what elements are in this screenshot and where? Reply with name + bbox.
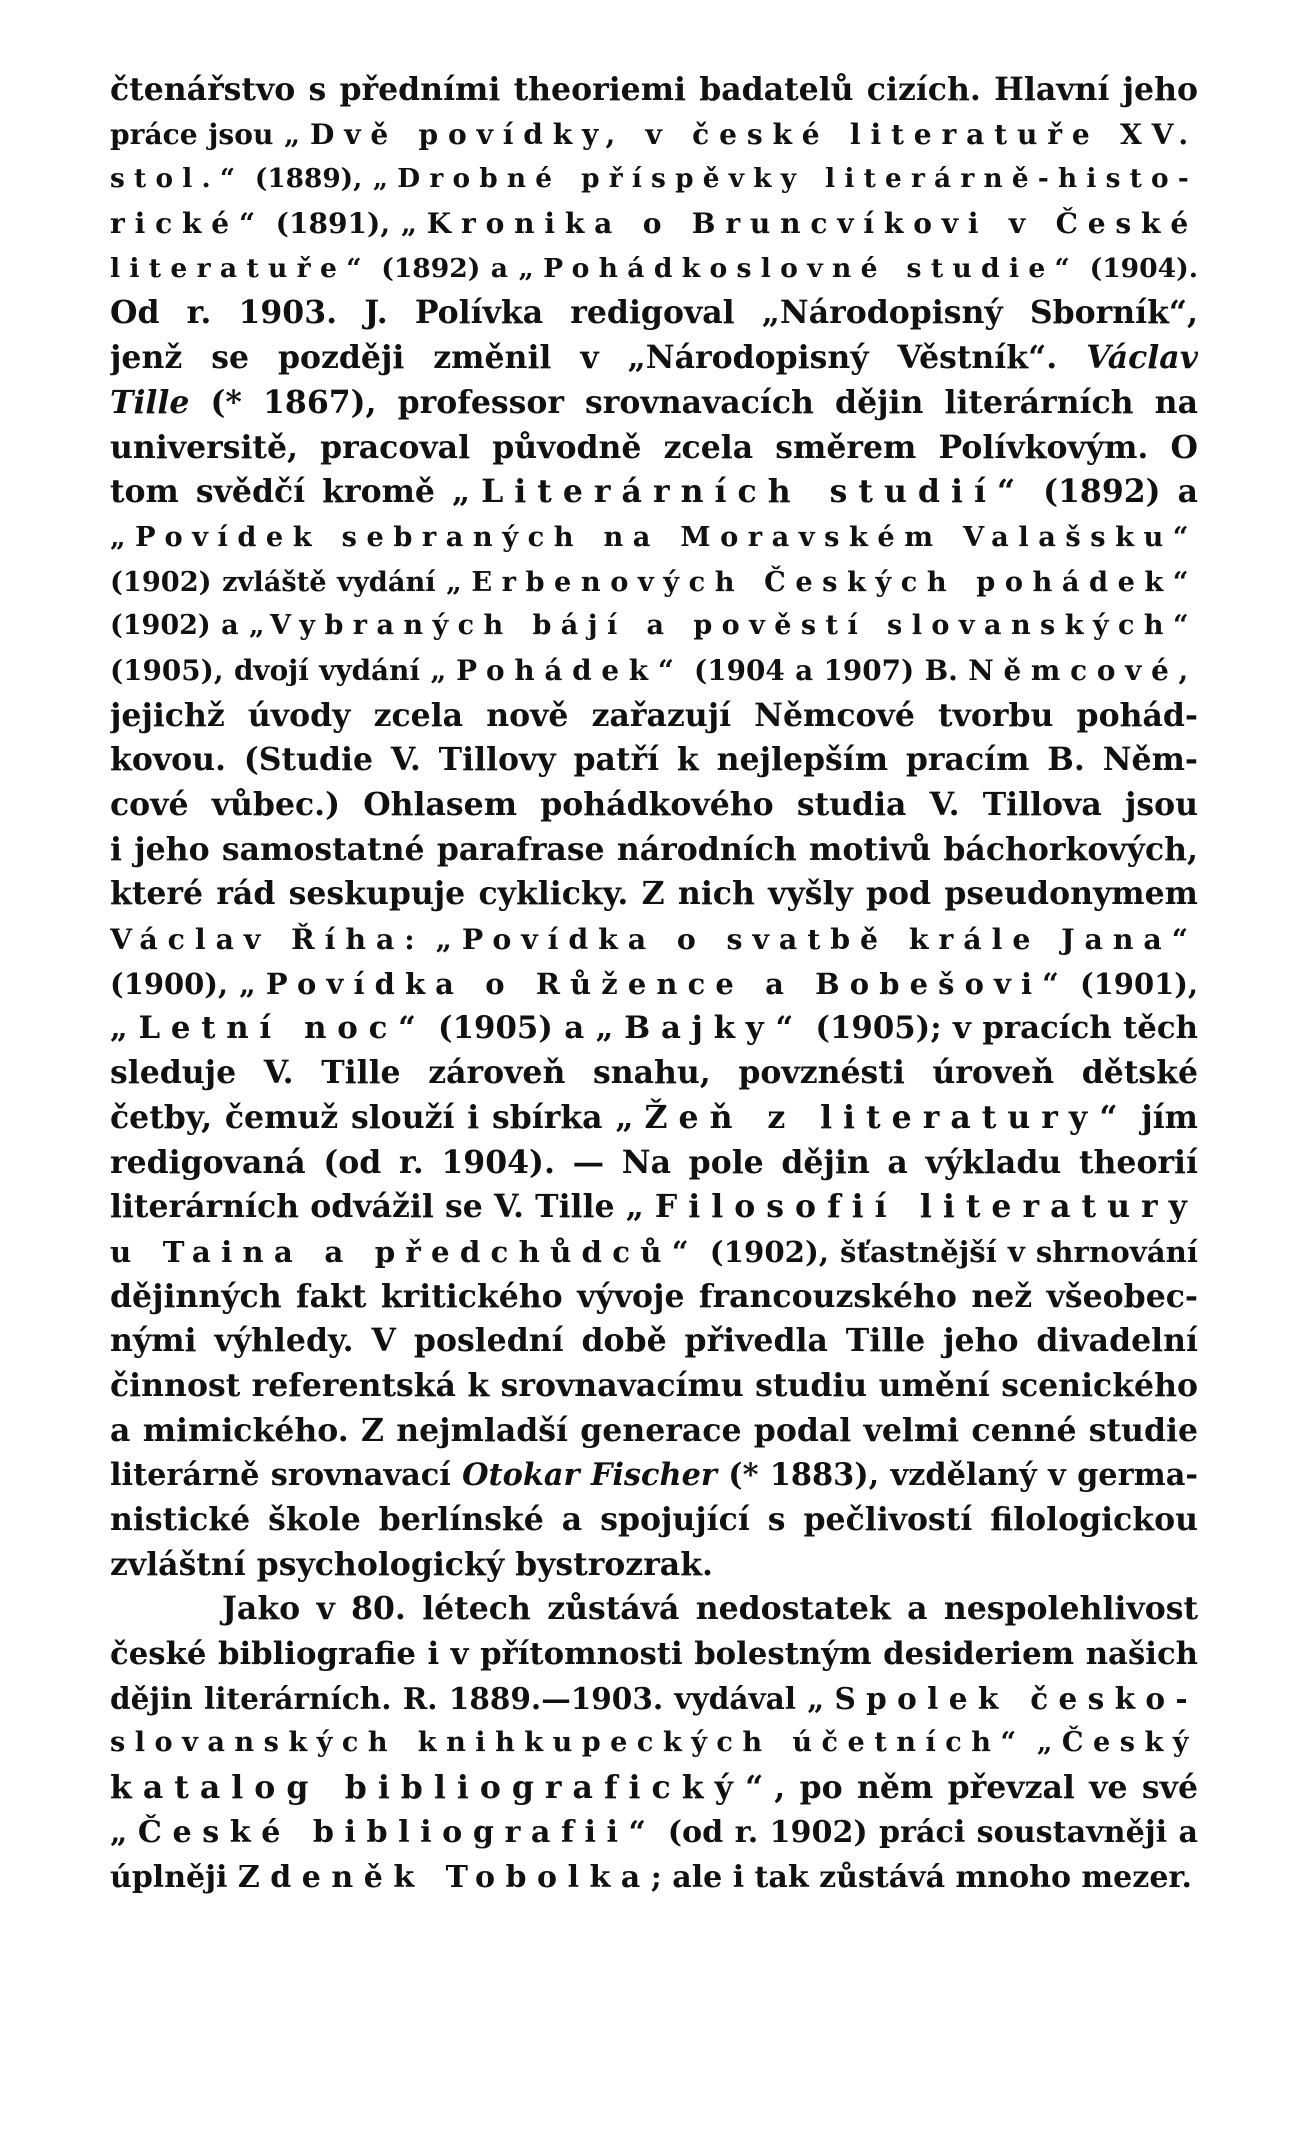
text-line <box>110 1185 1198 1230</box>
text-line <box>110 157 1198 202</box>
text-run: (* 1883), vzdělaný v germa- <box>716 1457 1198 1494</box>
text-run: (1902) a <box>110 610 249 642</box>
text-run: „Pohádek“ <box>430 653 684 687</box>
text-run: práce jsou <box>110 117 284 151</box>
text-run: (1889), <box>244 163 373 195</box>
text-run: Němcové, <box>968 653 1198 687</box>
text-line <box>110 1006 1198 1051</box>
text-run: jenž se později změnil v „Národopisný Věstník“. <box>110 339 1087 377</box>
text-run: „Letní noc“ <box>110 1010 427 1047</box>
text-line <box>110 1364 1198 1409</box>
page-text <box>110 68 1198 1900</box>
text-line <box>110 1141 1198 1186</box>
text-line <box>110 738 1198 783</box>
text-run: (1901), <box>1068 966 1198 1001</box>
text-run: (od r. 1902) práci soustavněji a <box>656 1814 1198 1850</box>
text-line <box>110 828 1198 873</box>
text-line <box>110 604 1198 649</box>
text-run: „Erbenových Českých pohádek“ <box>446 565 1198 598</box>
text-run <box>425 922 436 956</box>
text-run: (1902), šťastnější v shrnování <box>698 1234 1198 1269</box>
text-run: kovou. (Studie V. Tillovy patří k nejlepším pracím B. Něm- <box>110 741 1198 779</box>
text-run: Václav <box>1086 339 1198 377</box>
text-line <box>110 1051 1198 1096</box>
text-run: úplněji <box>110 1859 238 1895</box>
text-run: „Literárních studií“ <box>451 473 1027 511</box>
text-line <box>110 470 1198 515</box>
text-line <box>110 515 1198 560</box>
text-line <box>110 872 1198 917</box>
text-run: „Povídka o Růžence a Bobešovi“ <box>239 966 1069 1001</box>
text-run: nými výhledy. V poslední době přivedla Tille jeho divadelní <box>110 1322 1198 1360</box>
text-run: „Pohádkoslovné studie“ <box>518 252 1080 284</box>
text-run: Jako v 80. létech zůstává nedostatek a nespolehlivost <box>222 1590 1198 1628</box>
text-run: „Žeň z literatury“ <box>615 1098 1129 1136</box>
text-run: „Dvě povídky, v české literatuře XV. <box>284 117 1198 151</box>
text-run: „Povídka o svatbě krále Jana“ <box>435 922 1198 957</box>
text-line <box>110 917 1198 962</box>
text-run: „České bibliografii“ <box>110 1814 657 1850</box>
text-line <box>110 247 1198 292</box>
text-run: (* 1867), professor srovnavacích dějin literárních na <box>189 383 1198 421</box>
text-run: (1891), <box>264 207 401 241</box>
text-line <box>110 68 1198 113</box>
text-run: a mimického. Z nejmladší generace podal velmi cenné studie <box>110 1411 1198 1449</box>
text-run: „Český <box>1036 1727 1198 1759</box>
text-run: literárně srovnavací <box>110 1457 463 1494</box>
text-line <box>110 1543 1198 1588</box>
text-run: Tille <box>110 383 190 421</box>
text-line <box>110 1677 1198 1722</box>
text-line <box>110 1856 1198 1901</box>
text-run: Zdeněk Tobolka <box>237 1859 651 1895</box>
text-run: u Taina a předchůdců“ <box>110 1234 699 1269</box>
text-run: katalog bibliografický“ <box>110 1769 775 1807</box>
paragraph-1 <box>110 68 1198 1587</box>
text-run: (1904). <box>1079 252 1198 284</box>
text-run: (1892) a <box>1026 473 1198 511</box>
text-line <box>110 202 1198 247</box>
text-run: stol.“ <box>110 163 245 195</box>
text-run: jejichž úvody zcela nově zařazují Němcové tvorbu pohád- <box>110 696 1198 734</box>
text-line <box>110 649 1198 694</box>
text-run: dějinných fakt kritického vývoje francouzského než všeobec- <box>110 1277 1198 1315</box>
text-run: tom svědčí kromě <box>110 473 452 511</box>
text-run: „Povídek sebraných na Moravském Valašsku“ <box>110 520 1198 553</box>
text-run: , po něm převzal ve své <box>774 1769 1198 1807</box>
text-run: rické“ <box>110 207 265 241</box>
text-run: literatuře“ <box>110 252 371 284</box>
text-line <box>110 1409 1198 1454</box>
text-run: (1905), dvojí vydání <box>110 653 431 687</box>
text-run: (1900), <box>110 966 240 1001</box>
text-line <box>110 381 1198 426</box>
text-run: četby, čemuž slouží i sbírka <box>110 1098 616 1136</box>
text-line <box>110 1275 1198 1320</box>
text-line <box>110 1498 1198 1543</box>
text-run: sleduje V. Tille zároveň snahu, povznésti úroveň dětské <box>110 1054 1198 1092</box>
text-run: ; ale i tak zůstává mnoho mezer. <box>650 1859 1192 1895</box>
text-run: cové vůbec.) Ohlasem pohádkového studia V. Tillova jsou <box>110 786 1198 823</box>
text-run: zvláštní psychologický bystrozrak. <box>110 1545 713 1583</box>
text-run: slovanských knihkupeckých účetních“ <box>110 1727 1026 1759</box>
text-run <box>1026 1727 1037 1758</box>
text-line <box>110 291 1198 336</box>
text-run: „Vybraných bájí a pověstí slovanských“ <box>248 610 1198 642</box>
text-run: (1905); v pracích těch <box>803 1010 1198 1047</box>
text-run: „Spolek česko- <box>807 1680 1198 1716</box>
text-line <box>110 1766 1198 1811</box>
text-run: „Kronika o Bruncvíkovi v České <box>400 207 1198 241</box>
text-run: i jeho samostatné parafrase národních motivů báchorkových, <box>110 830 1198 868</box>
text-line <box>110 1096 1198 1141</box>
text-run: Václav Říha: <box>110 922 425 957</box>
text-run: redigovaná (od r. 1904). — Na pole dějin a výkladu theorií <box>110 1143 1198 1181</box>
text-run: české bibliografie i v přítomnosti bolestným desideriem našich <box>110 1636 1198 1673</box>
text-run: (1904 a 1907) B. <box>683 653 969 687</box>
text-line <box>110 962 1198 1007</box>
text-run: nistické škole berlínské a spojující s pečlivostí filologickou <box>110 1501 1198 1538</box>
text-line <box>110 783 1198 828</box>
text-run: (1905) a <box>426 1010 596 1047</box>
text-line <box>110 560 1198 605</box>
text-line <box>110 1721 1198 1766</box>
text-run: literárních odvážil se V. Tille <box>110 1188 626 1226</box>
text-line <box>110 1632 1198 1677</box>
text-line <box>110 1453 1198 1498</box>
text-run: „Filosofií literatury <box>625 1188 1198 1226</box>
text-run: činnost referentská k srovnavacímu studiu umění scenického <box>110 1366 1198 1404</box>
text-line <box>110 426 1198 471</box>
text-run: „Bajky“ <box>595 1010 804 1047</box>
text-run: Od r. 1903. J. Polívka redigoval „Národopisný Sborník“, <box>110 294 1198 332</box>
paragraph-2 <box>110 1587 1198 1900</box>
text-line <box>110 1319 1198 1364</box>
text-run: dějin literárních. R. 1889.—1903. vydával <box>110 1680 808 1716</box>
text-line <box>110 336 1198 381</box>
text-line <box>110 113 1198 158</box>
text-run: Otokar Fischer <box>462 1457 717 1494</box>
text-run: „Drobné příspěvky literárně-histo- <box>372 163 1198 195</box>
text-line <box>110 694 1198 739</box>
text-run: (1892) a <box>370 252 519 284</box>
text-run: (1902) zvláště vydání <box>110 565 447 598</box>
text-line <box>110 1587 1198 1632</box>
text-run: jím <box>1128 1098 1198 1136</box>
text-run: universitě, pracoval původně zcela směrem Polívkovým. O <box>110 428 1198 466</box>
text-line <box>110 1230 1198 1275</box>
text-run: které rád seskupuje cyklicky. Z nich vyšly pod pseudonymem <box>110 875 1198 913</box>
text-line <box>110 1811 1198 1856</box>
text-run: čtenářstvo s předními theoriemi badatelů cizích. Hlavní jeho <box>110 71 1198 108</box>
